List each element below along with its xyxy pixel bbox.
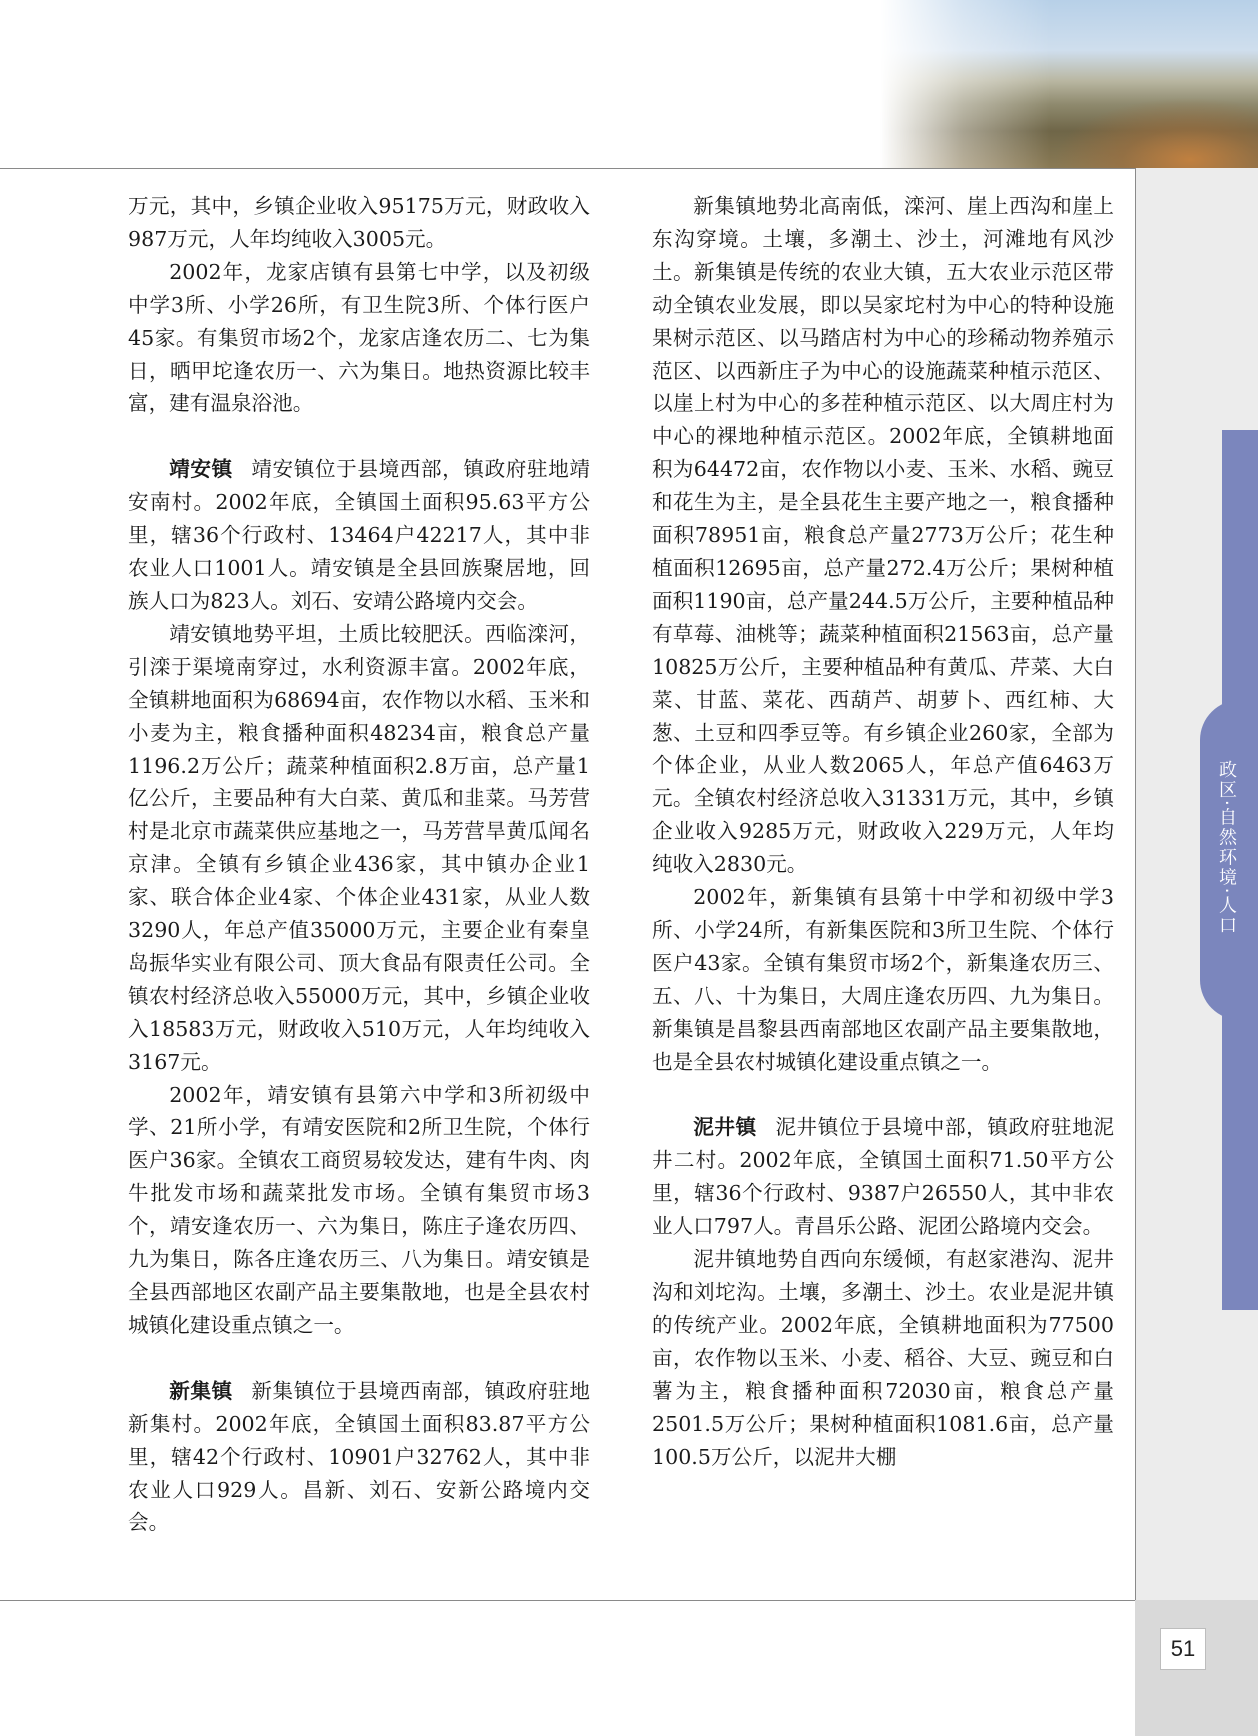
left-column bbox=[128, 190, 590, 1539]
margin-divider bbox=[1135, 168, 1136, 1600]
paragraph: 新集镇地势北高南低，滦河、崖上西沟和崖上东沟穿境。土壤，多潮土、沙土，河滩地有风沙土。新集镇是传统的农业大镇，五大农业示范区带动全镇农业发展，即以吴家坨村为中心的特种设施果树示范区、以马踏店村为中心的珍稀动物养殖示范区、以西新庄子为中心的设施蔬菜种植示范区、以崖上村为中心的多茬种植示范区、以大周庄村为中心的裸地种植示范区。2002年底，全镇耕地面积为64472亩，农作物以小麦、玉米、水稻、豌豆和花生为主，是全县花生主要产地之一，粮食播种面积78951亩，粮食总产量2773万公斤；花生种植面积12695亩，总产量272.4万公斤；果树种植面积1190亩，总产量244.5万公斤，主要种植品种有草莓、油桃等；蔬菜种植面积21563亩，总产量10825万公斤，主要种植品种有黄瓜、芹菜、大白菜、甘蓝、菜花、西葫芦、胡萝卜、西红柿、大葱、土豆和四季豆等。有乡镇企业260家，全部为个体企业，从业人数2065人，年总产值6463万元。全镇农村经济总收入31331万元，其中，乡镇企业收入9285万元，财政收入229万元，人年均纯收入2830元。 bbox=[652, 194, 1114, 877]
paragraph: 新集镇位于县境西南部，镇政府驻地新集村。2002年底，全镇国土面积83.87平方公里，辖42个行政村、10901户32762人，其中非农业人口929人。昌新、刘石、安新公路境内交会。 bbox=[128, 1378, 591, 1535]
paragraph: 2002年，龙家店镇有县第七中学，以及初级中学3所、小学26所，有卫生院3所、个体行医户45家。有集贸市场2个，龙家店逢农历二、七为集日，晒甲坨逢农历一、六为集日。地热资源比较丰富，建有温泉浴池。 bbox=[128, 259, 590, 416]
right-column bbox=[652, 190, 1114, 1473]
paragraph: 靖安镇位于县境西部，镇政府驻地靖安南村。2002年底，全镇国土面积95.63平方公里，辖36个行政村、13464户42217人，其中非农业人口1001人。靖安镇是全县回族聚居地，回族人口为823人。刘石、安靖公路境内交会。 bbox=[128, 457, 591, 613]
footer-divider bbox=[0, 1600, 1135, 1601]
page-header bbox=[0, 0, 1258, 168]
town-heading: 泥井镇 bbox=[693, 1115, 757, 1140]
paragraph: 2002年，靖安镇有县第六中学和3所初级中学、21所小学，有靖安医院和2所卫生院，个体行医户36家。全镇农工商贸易较发达，建有牛肉、肉牛批发市场和蔬菜批发市场。全镇有集贸市场3个，靖安逢农历一、六为集日，陈庄子逢农历四、九为集日，陈各庄逢农历三、八为集日。靖安镇是全县西部地区农副产品主要集散地，也是全县农村城镇化建设重点镇之一。 bbox=[128, 1082, 590, 1337]
town-entry-xinji bbox=[128, 1375, 590, 1540]
paragraph: 靖安镇地势平坦，土质比较肥沃。西临滦河，引滦于渠境南穿过，水利资源丰富。2002年底，全镇耕地面积为68694亩，农作物以水稻、玉米和小麦为主，粮食播种面积48234亩，粮食总产量1196.2万公斤；蔬菜种植面积2.8万亩，总产量1亿公斤，主要品种有大白菜、黄瓜和韭菜。马芳营村是北京市蔬菜供应基地之一，马芳营旱黄瓜闻名京津。全镇有乡镇企业436家，其中镇办企业1家、联合体企业4家、个体企业431家，从业人数3290人，年总产值35000万元，主要企业有秦皇岛振华实业有限公司、顶大食品有限责任公司。全镇农村经济总收入55000万元，其中，乡镇企业收入18583万元，财政收入510万元，人年均纯收入3167元。 bbox=[128, 621, 590, 1074]
town-entry-nijing bbox=[652, 1111, 1114, 1243]
paragraph: 泥井镇位于县境中部，镇政府驻地泥井二村。2002年底，全镇国土面积71.50平方公里，辖36个行政村、9387户26550人，其中非农业人口797人。青昌乐公路、泥团公路境内交会。 bbox=[652, 1115, 1115, 1239]
header-divider bbox=[0, 168, 1135, 169]
town-heading: 新集镇 bbox=[169, 1378, 233, 1403]
landscape-photo bbox=[880, 0, 1258, 168]
paragraph: 2002年，新集镇有县第十中学和初级中学3所、小学24所，有新集医院和3所卫生院、个体行医户43家。全镇有集贸市场2个，新集逢农历三、五、八、十为集日，大周庄逢农历四、九为集日。新集镇是昌黎县西南部地区农副产品主要集散地，也是全县农村城镇化建设重点镇之一。 bbox=[652, 885, 1114, 1074]
town-entry-jingan bbox=[128, 453, 590, 618]
town-heading: 靖安镇 bbox=[169, 457, 233, 482]
paragraph: 万元，其中，乡镇企业收入95175万元，财政收入987万元，人年均纯收入3005元。 bbox=[128, 194, 590, 251]
page-number: 51 bbox=[1160, 1628, 1206, 1670]
section-label: 政区·自然环境·人口 bbox=[1216, 760, 1237, 936]
paragraph: 泥井镇地势自西向东缓倾，有赵家港沟、泥井沟和刘坨沟。土壤，多潮土、沙土。农业是泥井镇的传统产业。2002年底，全镇耕地面积为77500亩，农作物以玉米、小麦、稻谷、大豆、豌豆和白薯为主，粮食播种面积72030亩，粮食总产量2501.5万公斤；果树种植面积1081.6亩，总产量100.5万公斤，以泥井大棚 bbox=[652, 1247, 1114, 1469]
